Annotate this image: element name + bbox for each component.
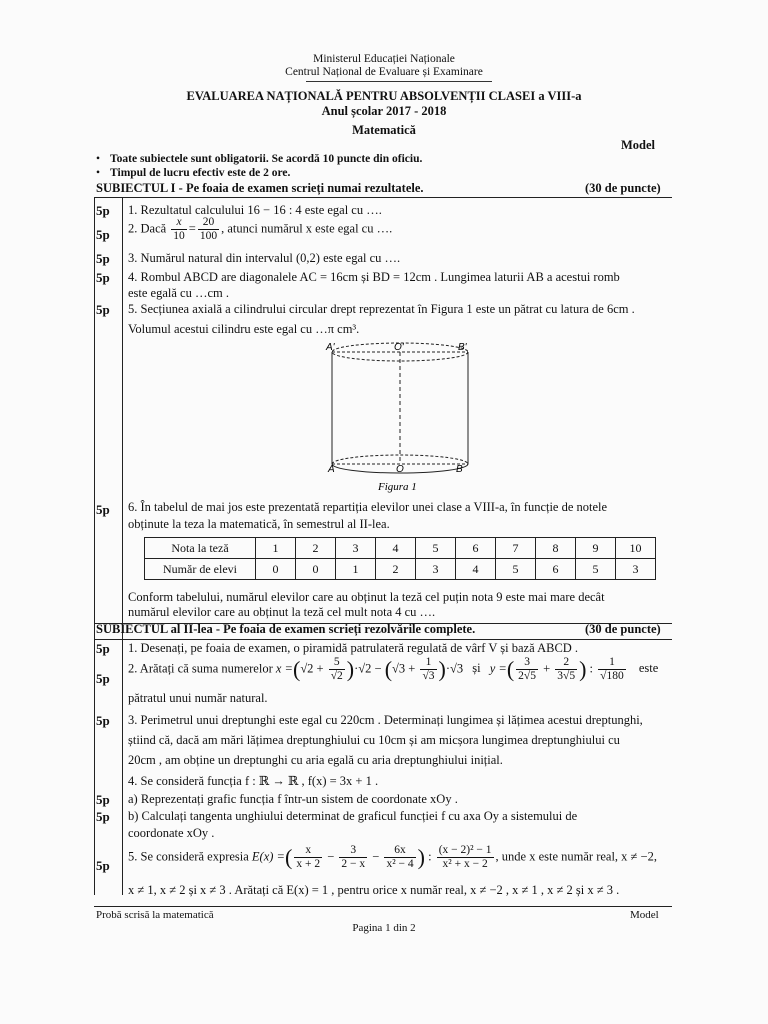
question-2-1: 1. Desenați, pe foaia de examen, o piramidă patrulateră regulată de vârf V și bază ABCD . <box>128 641 579 655</box>
points-label: 5p <box>96 858 110 873</box>
point-a: A <box>328 464 335 475</box>
table-row <box>145 538 656 559</box>
school-year: Anul școlar 2017 - 2018 <box>321 104 447 118</box>
table-cell: 5 <box>496 559 536 580</box>
subject-1-title: SUBIECTUL I - Pe foaia de examen scrieți numai rezultatele. <box>96 181 424 195</box>
table-cell: 2 <box>376 559 416 580</box>
question-2-4a: a) Reprezentați grafic funcția f într-un sistem de coordonate xOy . <box>128 792 458 806</box>
points-label: 5p <box>96 809 110 824</box>
question-1-4-cont: este egală cu …cm . <box>128 286 229 300</box>
subject-name: Matematică <box>352 123 416 137</box>
question-1-6: 6. În tabelul de mai jos este prezentată repartiția elevilor unei clase a VIII-a, în funcție de notele <box>128 500 608 514</box>
table-header-cell: Nota la teză <box>145 538 256 559</box>
point-b: B <box>456 464 463 475</box>
question-2-5-cont: x ≠ 1, x ≠ 2 și x ≠ 3 . Arătați că E(x) = 1 , pentru orice x număr real, x ≠ −2 , x ≠ 1 , x ≠ 2 și x ≠ 3 . <box>128 883 620 897</box>
point-a-prime: A' <box>326 342 335 353</box>
table-cell: 9 <box>576 538 616 559</box>
table-cell: 4 <box>456 559 496 580</box>
rule-2: • Timpul de lucru efectiv este de 2 ore. <box>96 167 290 179</box>
question-2-3-cont2: 20cm , am obține un dreptunghi cu aria egală cu aria dreptunghiului inițial. <box>128 753 503 767</box>
page-number: Pagina 1 din 2 <box>352 922 416 934</box>
table-cell: 7 <box>496 538 536 559</box>
table-cell: 1 <box>336 559 376 580</box>
points-label: 5p <box>96 270 110 285</box>
exam-title: EVALUAREA NAȚIONALĂ PENTRU ABSOLVENȚII CLASEI a VIII-a <box>186 89 582 103</box>
points-label: 5p <box>96 203 110 218</box>
question-1-1: 1. Rezultatul calculului 16 − 16 : 4 este egal cu …. <box>128 203 382 217</box>
table-cell: 3 <box>336 538 376 559</box>
question-1-2: 2. Dacă $\frac{x}{10}$ = $\frac{20}{100}$ , atunci numărul x este egal cu …. <box>128 216 393 242</box>
question-1-5-cont: Volumul acestui cilindru este egal cu …π cm³. <box>128 322 360 336</box>
table-cell: 8 <box>536 538 576 559</box>
footer-left: Probă scrisă la matematică <box>96 909 214 921</box>
table-cell: 5 <box>416 538 456 559</box>
question-1-6-cont: obținute la teza la matematică, în semestrul al II-lea. <box>128 517 390 531</box>
points-label: 5p <box>96 227 110 242</box>
subject-2-title: SUBIECTUL al II-lea - Pe foaia de examen scrieți rezolvările complete. <box>96 622 476 636</box>
point-o-prime: O' <box>394 342 404 353</box>
question-2-3: 3. Perimetrul unui dreptunghi este egal cu 220cm . Determinați lungimea și lățimea acestui dreptunghi, <box>128 713 643 727</box>
cylinder-figure <box>320 338 480 498</box>
table-cell: 3 <box>616 559 656 580</box>
question-2-4b-cont: coordonate xOy . <box>128 826 215 840</box>
points-label: 5p <box>96 713 110 728</box>
rule-line <box>94 197 672 198</box>
points-label: 5p <box>96 792 110 807</box>
question-1-3: 3. Numărul natural din intervalul (0,2) este egal cu …. <box>128 251 401 265</box>
table-cell: 6 <box>456 538 496 559</box>
model-label: Model <box>621 138 656 152</box>
evaluation-center: Centrul Național de Evaluare și Examinare <box>285 66 483 78</box>
table-cell: 0 <box>256 559 296 580</box>
table-cell: 0 <box>296 559 336 580</box>
table-cell: 3 <box>416 559 456 580</box>
question-1-6-text-cont: numărul elevilor care au obținut la teză cel mult nota 4 cu …. <box>128 605 436 619</box>
table-cell: 5 <box>576 559 616 580</box>
points-column-border <box>122 197 123 895</box>
ministry-name: Ministerul Educației Naționale <box>313 53 455 65</box>
table-cell: 1 <box>256 538 296 559</box>
question-2-4b: b) Calculați tangenta unghiului determinat de graficul funcției f cu axa Oy a sistemului de <box>128 809 578 823</box>
bottom-rule <box>94 906 672 907</box>
question-2-2-cont: pătratul unui număr natural. <box>128 691 268 705</box>
question-1-5: 5. Secțiunea axială a cilindrului circular drept reprezentat în Figura 1 este un pătrat cu latura de 6cm . <box>128 302 635 316</box>
subject-2-points: (30 de puncte) <box>585 622 661 636</box>
table-cell: 2 <box>296 538 336 559</box>
points-label: 5p <box>96 671 110 686</box>
left-border <box>94 197 95 895</box>
table-row <box>145 559 656 580</box>
table-cell: 10 <box>616 538 656 559</box>
points-label: 5p <box>96 302 110 317</box>
question-2-4: 4. Se consideră funcția f : ℝ → ℝ , f(x) = 3x + 1 . <box>128 774 379 788</box>
question-2-5: 5. Se consideră expresia E(x) =( $\frac{x}{x + 2}$ − $\frac{3}{2 - x}$ − $\frac{6x}{\text{x² − 4}}$ ) : $\frac{\text{(x − 2)² − 1}}{\text{x² + x − 2}}$ , unde x este număr real, x ≠ −2, <box>128 844 657 870</box>
grades-table <box>144 537 656 580</box>
table-cell: 4 <box>376 538 416 559</box>
points-label: 5p <box>96 502 110 517</box>
figure-caption: Figura 1 <box>378 481 417 493</box>
footer-right: Model <box>630 909 659 921</box>
point-b-prime: B' <box>458 342 467 353</box>
header-underline <box>306 81 492 82</box>
question-1-4: 4. Rombul ABCD are diagonalele AC = 16cm și BD = 12cm . Lungimea laturii AB a acestui romb <box>128 270 620 284</box>
subject-divider <box>94 639 672 640</box>
question-2-3-cont: știind că, dacă am mări lățimea dreptunghiului cu 10cm și am micșora lungimea dreptunghiului cu <box>128 733 620 747</box>
table-header-cell: Număr de elevi <box>145 559 256 580</box>
point-o: O <box>396 464 404 475</box>
table-cell: 6 <box>536 559 576 580</box>
question-1-6-text: Conform tabelului, numărul elevilor care au obținut la teză cel puțin nota 9 este mai mare decât <box>128 590 605 604</box>
rule-1: • Toate subiectele sunt obligatorii. Se acordă 10 puncte din oficiu. <box>96 153 422 165</box>
points-label: 5p <box>96 251 110 266</box>
subject-1-points: (30 de puncte) <box>585 181 661 195</box>
question-2-2: 2. Arătați că suma numerelor x =(√2 + $\frac{5}{√2}$ )·√2 − (√3 + $\frac{1}{√3}$ )·√3 și y =( $\frac{3}{2√5}$ + $\frac{2}{3√5}$ ) : $\frac{1}{√180}$ este <box>128 656 659 682</box>
points-label: 5p <box>96 641 110 656</box>
